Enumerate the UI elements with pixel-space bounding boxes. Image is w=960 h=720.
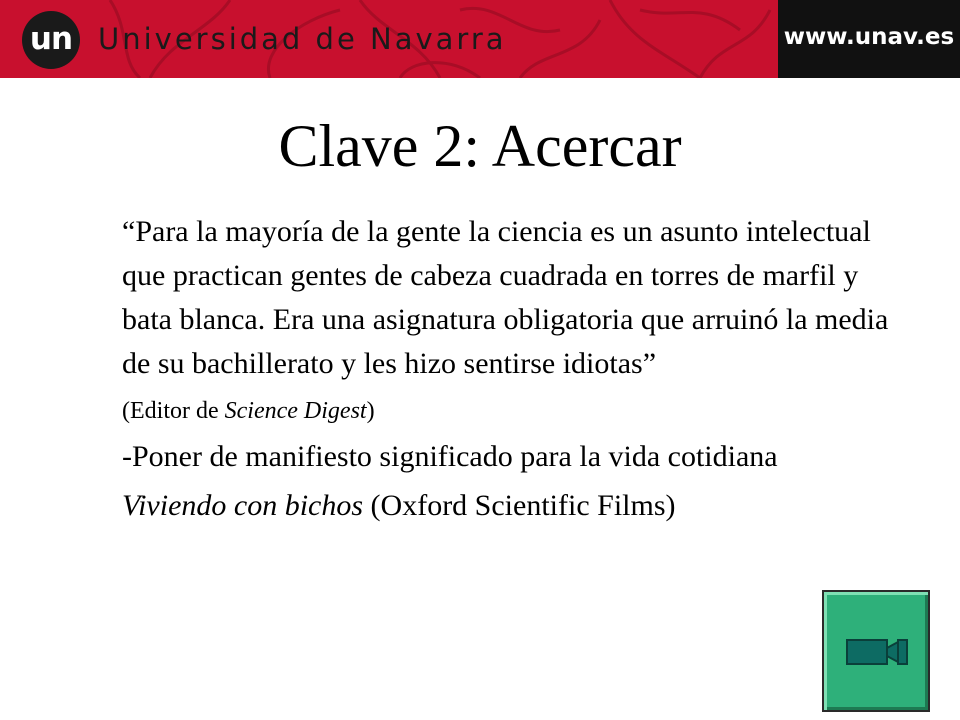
video-camera-icon (846, 636, 908, 668)
source-publication: Science Digest (224, 398, 367, 424)
video-title: Viviendo con bichos (122, 489, 364, 522)
play-video-button[interactable] (822, 590, 930, 712)
url-box (778, 0, 960, 78)
quote-source (122, 394, 902, 428)
video-reference (122, 488, 902, 524)
source-suffix: ) (366, 398, 375, 424)
slide-title: Clave 2: Acercar (278, 113, 682, 179)
header-banner (0, 0, 960, 78)
website-url: www.unav.es (783, 24, 955, 50)
science-quote: “Para la mayoría de la gente la ciencia es un asunto intelectual que practican gentes de cabeza cuadrada en torres de marfil y bata blanca. Era una asignatura obligatoria que arruinó la media de su bachillerato y les hizo sentirse idiotas” (122, 215, 889, 380)
university-name: Universidad de Navarra (98, 22, 507, 56)
video-producer: (Oxford Scientific Films) (363, 489, 676, 522)
slide-content (122, 210, 902, 524)
university-logo: un (22, 11, 80, 69)
source-prefix: (Editor de (122, 398, 225, 424)
key-point: -Poner de manifiesto significado para la vida cotidiana (122, 440, 778, 473)
